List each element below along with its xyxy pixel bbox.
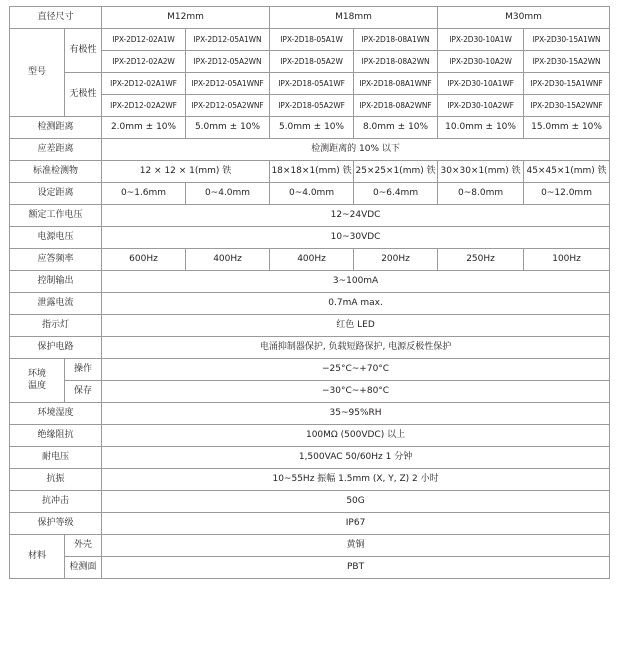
model-code: IPX-2D12-05A2WNF [186, 95, 270, 117]
row-value: 0~6.4mm [354, 183, 438, 205]
row-value: 50G [102, 491, 610, 513]
row-value: 18×18×1(mm) 铁 [270, 161, 354, 183]
row-value: 检测距离的 10% 以下 [102, 139, 610, 161]
row-label: 电源电压 [10, 227, 102, 249]
header-size-m30: M30mm [438, 7, 610, 29]
model-polarity-polar: 有极性 [65, 29, 102, 73]
model-code: IPX-2D30-10A1W [438, 29, 524, 51]
row-value: 1,500VAC 50/60Hz 1 分钟 [102, 447, 610, 469]
table-row-ambient-temp-storage [10, 381, 610, 403]
row-value: 30×30×1(mm) 铁 [438, 161, 524, 183]
model-code: IPX-2D12-02A1W [102, 29, 186, 51]
row-value: 红色 LED [102, 315, 610, 337]
table-row-protection-grade [10, 513, 610, 535]
row-value: −30°C~+80°C [102, 381, 610, 403]
specification-table [9, 6, 610, 579]
row-label: 额定工作电压 [10, 205, 102, 227]
row-value: IP67 [102, 513, 610, 535]
table-row-vibration [10, 469, 610, 491]
row-value: 45×45×1(mm) 铁 [524, 161, 610, 183]
table-row-model-1 [10, 29, 610, 51]
row-label: 耐电压 [10, 447, 102, 469]
model-code: IPX-2D12-05A1WNF [186, 73, 270, 95]
table-row-leakage-current [10, 293, 610, 315]
sub-label: 外壳 [65, 535, 102, 557]
row-label: 抗振 [10, 469, 102, 491]
row-value: 10.0mm ± 10% [438, 117, 524, 139]
row-label: 保护电路 [10, 337, 102, 359]
table-row-control-output [10, 271, 610, 293]
row-value: 600Hz [102, 249, 186, 271]
table-row-hysteresis [10, 139, 610, 161]
row-value: −25°C~+70°C [102, 359, 610, 381]
table-row-material-housing [10, 535, 610, 557]
row-label: 设定距离 [10, 183, 102, 205]
row-value: 100MΩ (500VDC) 以上 [102, 425, 610, 447]
table-row-detect-distance [10, 117, 610, 139]
model-code: IPX-2D30-10A2W [438, 51, 524, 73]
model-code: IPX-2D30-15A2WNF [524, 95, 610, 117]
table-row-rated-voltage [10, 205, 610, 227]
row-label: 保护等级 [10, 513, 102, 535]
row-value: 0~4.0mm [270, 183, 354, 205]
ambient-temperature-label [10, 359, 65, 403]
model-code: IPX-2D18-05A2WF [270, 95, 354, 117]
table-row-supply-voltage [10, 227, 610, 249]
table-row-dielectric-strength [10, 447, 610, 469]
sub-label: 保存 [65, 381, 102, 403]
material-label: 材料 [10, 535, 65, 579]
row-value: 10~30VDC [102, 227, 610, 249]
row-value: 0~4.0mm [186, 183, 270, 205]
row-value: 35~95%RH [102, 403, 610, 425]
table-row-header [10, 7, 610, 29]
ambient-temperature-label-line2: 温度 [27, 380, 46, 391]
table-row-setting-distance [10, 183, 610, 205]
model-code: IPX-2D18-08A1WN [354, 29, 438, 51]
table-row-shock [10, 491, 610, 513]
row-value: 0~12.0mm [524, 183, 610, 205]
row-value: 黄铜 [102, 535, 610, 557]
table-row-model-3 [10, 73, 610, 95]
row-value: 0~8.0mm [438, 183, 524, 205]
row-label: 环境湿度 [10, 403, 102, 425]
model-code: IPX-2D12-02A2W [102, 51, 186, 73]
model-code: IPX-2D18-08A1WNF [354, 73, 438, 95]
model-code: IPX-2D12-02A1WF [102, 73, 186, 95]
table-row-response-frequency [10, 249, 610, 271]
row-label: 检测距离 [10, 117, 102, 139]
sub-label: 检测面 [65, 557, 102, 579]
row-label: 泄露电流 [10, 293, 102, 315]
sub-label: 操作 [65, 359, 102, 381]
row-value: 电涌抑制器保护, 负载短路保护, 电源反极性保护 [102, 337, 610, 359]
row-label: 控制输出 [10, 271, 102, 293]
row-value: 5.0mm ± 10% [186, 117, 270, 139]
ambient-temperature-label-line1: 环境 [27, 369, 46, 380]
header-size-m18: M18mm [270, 7, 438, 29]
row-value: 2.0mm ± 10% [102, 117, 186, 139]
model-code: IPX-2D30-15A1WNF [524, 73, 610, 95]
row-label: 标准检测物 [10, 161, 102, 183]
row-value: 10~55Hz 振幅 1.5mm (X, Y, Z) 2 小时 [102, 469, 610, 491]
model-code: IPX-2D30-10A1WF [438, 73, 524, 95]
model-polarity-nonpolar: 无极性 [65, 73, 102, 117]
row-value: PBT [102, 557, 610, 579]
row-label: 应差距离 [10, 139, 102, 161]
model-code: IPX-2D18-08A2WN [354, 51, 438, 73]
row-value: 250Hz [438, 249, 524, 271]
row-value: 400Hz [270, 249, 354, 271]
row-value: 12 × 12 × 1(mm) 铁 [102, 161, 270, 183]
model-code: IPX-2D18-05A1WF [270, 73, 354, 95]
table-row-ambient-temp-operating [10, 359, 610, 381]
row-value: 0~1.6mm [102, 183, 186, 205]
header-size-m12: M12mm [102, 7, 270, 29]
table-row-standard-target [10, 161, 610, 183]
table-row-ambient-humidity [10, 403, 610, 425]
row-value: 200Hz [354, 249, 438, 271]
row-value: 15.0mm ± 10% [524, 117, 610, 139]
model-code: IPX-2D18-08A2WNF [354, 95, 438, 117]
table-row-indicator [10, 315, 610, 337]
row-value: 3~100mA [102, 271, 610, 293]
model-code: IPX-2D18-05A2W [270, 51, 354, 73]
row-label: 绝缘阻抗 [10, 425, 102, 447]
row-value: 12~24VDC [102, 205, 610, 227]
table-row-material-sensing-face [10, 557, 610, 579]
row-value: 5.0mm ± 10% [270, 117, 354, 139]
model-code: IPX-2D30-10A2WF [438, 95, 524, 117]
header-size-label: 直径尺寸 [10, 7, 102, 29]
row-value: 0.7mA max. [102, 293, 610, 315]
model-code: IPX-2D30-15A1WN [524, 29, 610, 51]
table-row-protection-circuit [10, 337, 610, 359]
table-row-insulation-resistance [10, 425, 610, 447]
row-label: 抗冲击 [10, 491, 102, 513]
model-code: IPX-2D12-02A2WF [102, 95, 186, 117]
row-value: 25×25×1(mm) 铁 [354, 161, 438, 183]
row-label: 应答频率 [10, 249, 102, 271]
row-value: 400Hz [186, 249, 270, 271]
model-row-label: 型号 [10, 29, 65, 117]
model-code: IPX-2D30-15A2WN [524, 51, 610, 73]
row-value: 100Hz [524, 249, 610, 271]
model-code: IPX-2D12-05A2WN [186, 51, 270, 73]
row-value: 8.0mm ± 10% [354, 117, 438, 139]
model-code: IPX-2D18-05A1W [270, 29, 354, 51]
model-code: IPX-2D12-05A1WN [186, 29, 270, 51]
row-label: 指示灯 [10, 315, 102, 337]
